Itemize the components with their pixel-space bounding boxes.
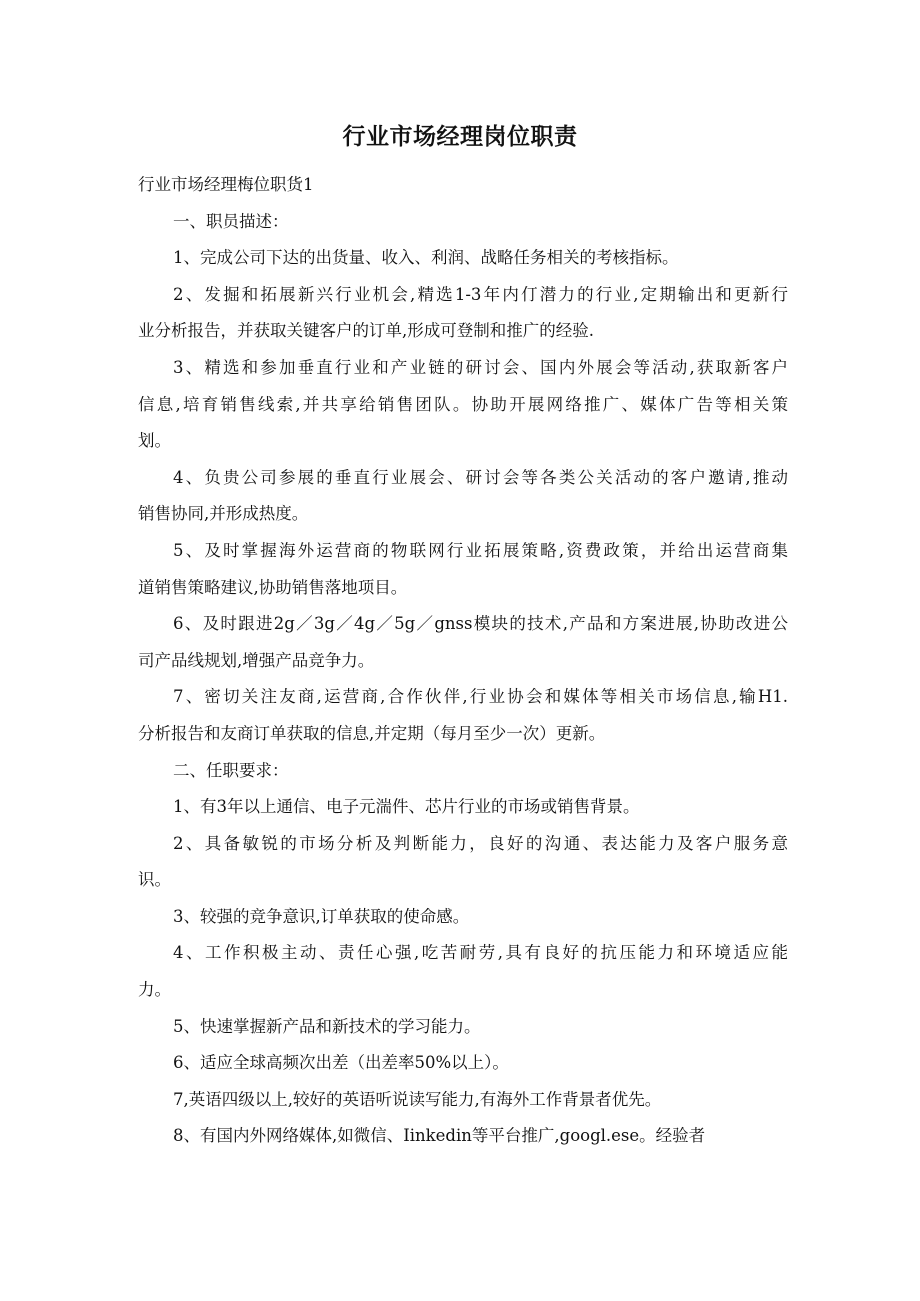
requirement-item-line: 力。: [138, 980, 171, 1000]
requirement-item: [138, 935, 788, 1008]
requirement-item-line: 4、工作积极主动、责任心强,吃苦耐劳,具有良好的抗压能力和环境适应能: [173, 943, 788, 963]
requirement-item-line: 1、有3年以上通信、电子元湍件、芯片行业的市场或销售背景。: [173, 797, 640, 817]
duties-list: [138, 240, 788, 752]
requirement-item: [138, 1118, 788, 1155]
duty-item-line: 信息,培育销售线索,并共享给销售团队。协助开展网络推广、媒体广告等相关策: [138, 394, 788, 414]
requirement-item: [138, 789, 788, 826]
requirement-item-line: 3、较强的竞争意识,订单获取的使命感。: [173, 906, 470, 926]
duty-item: [138, 679, 788, 752]
document-body: [138, 167, 788, 1155]
requirement-item-line: 7,英语四级以上,较好的英语听说读写能力,有海外工作背景者优先。: [173, 1089, 662, 1109]
duty-item-line: 业分析报告，并获取关键客户的订单,形成可登制和推广的经验.: [138, 321, 594, 341]
duty-item-line: 销售协同,并形成热度。: [138, 504, 309, 524]
requirement-item-line: 识。: [138, 870, 171, 890]
document-subtitle: 行业市场经理梅位职货1: [138, 175, 314, 194]
duty-item-line: 6、及时跟进2g／3g／4g／5g／gnss模块的技术,产品和方案进展,协助改进公: [173, 614, 788, 634]
duty-item-line: 司产品线规划,增强产品竞争力。: [138, 650, 375, 670]
duty-item-line: 3、精选和参加垂直行业和产业链的研讨会、国内外展会等活动,获取新客户: [173, 357, 788, 377]
duty-item-line: 划。: [138, 431, 171, 451]
requirement-item-line: 5、快速掌握新产品和新技术的学习能力。: [173, 1016, 481, 1036]
duty-item: [138, 240, 788, 277]
duty-item: [138, 606, 788, 679]
duty-item-line: 5、及时掌握海外运营商的物联网行业拓展策略,资费政策，并给出运营商集: [173, 540, 788, 560]
duty-item-line: 7、密切关注友商,运营商,合作伙伴,行业协会和媒体等相关市场信息,输H1.: [173, 687, 788, 707]
duty-item-line: 道销售策略建议,协助销售落地项目。: [138, 577, 408, 597]
requirement-item-line: 6、适应全球高频次出差（出差率50%以上）。: [173, 1053, 509, 1073]
requirements-list: [138, 789, 788, 1155]
requirement-item: [138, 1082, 788, 1119]
document-title: 行业市场经理岗位职责: [342, 124, 578, 150]
section-heading-requirements: 二、任职要求：: [173, 760, 289, 780]
duty-item-line: 1、完成公司下达的出货量、收入、利润、战略任务相关的考核指标。: [173, 248, 679, 268]
duty-item: [138, 350, 788, 460]
duty-item-line: 分析报告和友商订单获取的信息,并定期（每月至少一次）更新。: [138, 723, 606, 743]
duty-item: [138, 533, 788, 606]
duty-item-line: 4、负贵公司参展的垂直行业展会、研讨会等各类公关活动的客户邀请,推动: [173, 467, 788, 487]
section-heading-description: 一、职员描述：: [173, 211, 289, 231]
requirement-item: [138, 1009, 788, 1046]
requirement-item: [138, 899, 788, 936]
duty-item: [138, 277, 788, 350]
requirement-item: [138, 826, 788, 899]
requirement-item: [138, 1045, 788, 1082]
requirement-item-line: 8、有国内外网络媒体,如微信、Iinkedin等平台推广,googl.ese。经验者: [173, 1126, 706, 1146]
requirement-item-line: 2、具备敏锐的市场分析及判断能力，良好的沟通、表达能力及客户服务意: [173, 833, 788, 853]
duty-item-line: 2、发掘和拓展新兴行业机会,精选1-3年内仃潜力的行业,定期输出和更新行: [173, 284, 788, 304]
duty-item: [138, 460, 788, 533]
